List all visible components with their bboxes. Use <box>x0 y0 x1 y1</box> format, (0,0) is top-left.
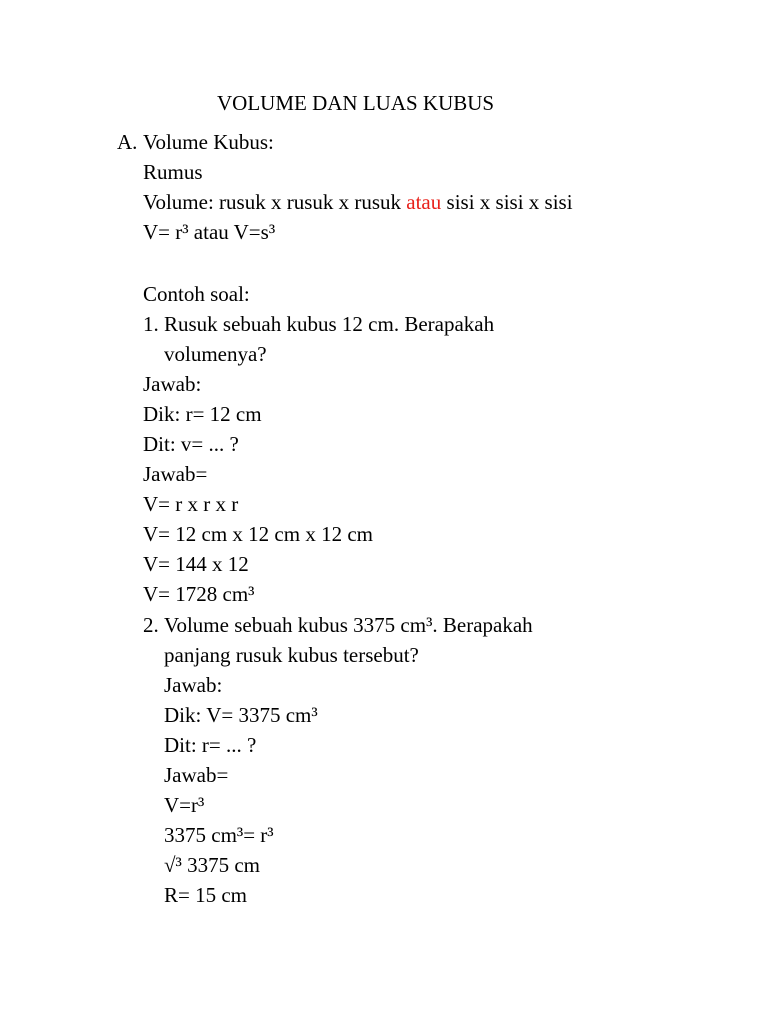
problem2-step3: √³ 3375 cm <box>164 853 260 877</box>
problem2-question-line1: Volume sebuah kubus 3375 cm³. Berapakah <box>164 613 533 637</box>
problem1-jawab-eq: Jawab= <box>143 462 208 486</box>
volume-text-part1: Volume: rusuk x rusuk x rusuk <box>143 190 407 214</box>
problem1-dik: Dik: r= 12 cm <box>143 402 262 426</box>
problem1-step3: V= 144 x 12 <box>143 552 249 576</box>
problem2-step1: V=r³ <box>164 793 205 817</box>
problem2-jawab-eq: Jawab= <box>164 763 229 787</box>
document-title: VOLUME DAN LUAS KUBUS <box>217 91 495 115</box>
volume-formula-text <box>143 187 573 217</box>
volume-text-part2: sisi x sisi x sisi <box>441 190 573 214</box>
rumus-label: Rumus <box>143 160 203 184</box>
problem1-question-line2: volumenya? <box>164 342 267 366</box>
problem2-step2: 3375 cm³= r³ <box>164 823 274 847</box>
problem1-question-line1: Rusuk sebuah kubus 12 cm. Berapakah <box>164 312 495 336</box>
problem1-step2: V= 12 cm x 12 cm x 12 cm <box>143 522 373 546</box>
problem2-jawab: Jawab: <box>164 673 223 697</box>
problem2-dik: Dik: V= 3375 cm³ <box>164 703 318 727</box>
problem1-step4: V= 1728 cm³ <box>143 582 255 606</box>
volume-formula-symbolic: V= r³ atau V=s³ <box>143 220 276 244</box>
problem1-number: 1. <box>143 312 159 336</box>
section-a-marker: A. <box>117 130 138 154</box>
contoh-soal-label: Contoh soal: <box>143 282 250 306</box>
section-a-heading: Volume Kubus: <box>143 130 274 154</box>
problem1-step1: V= r x r x r <box>143 492 239 516</box>
problem2-question-line2: panjang rusuk kubus tersebut? <box>164 643 419 667</box>
problem2-step4: R= 15 cm <box>164 883 248 907</box>
problem1-jawab: Jawab: <box>143 372 202 396</box>
highlight-word-atau: atau <box>406 190 442 214</box>
problem2-number: 2. <box>143 613 159 637</box>
problem1-dit: Dit: v= ... ? <box>143 432 239 456</box>
problem2-dit: Dit: r= ... ? <box>164 733 257 757</box>
